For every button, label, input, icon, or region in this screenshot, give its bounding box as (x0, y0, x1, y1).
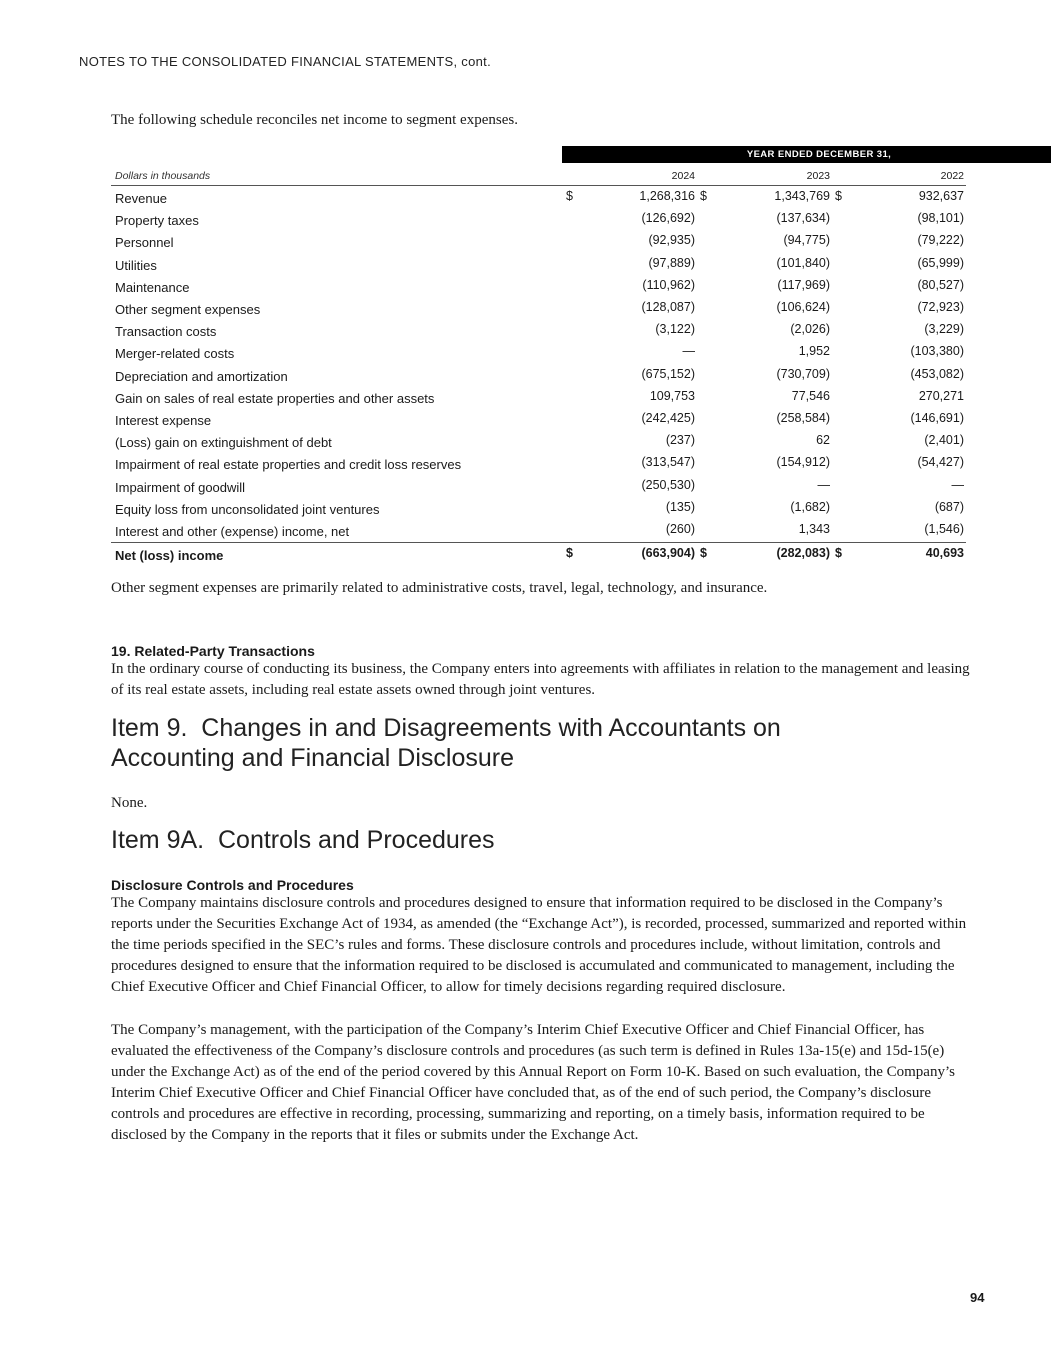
table-row (111, 386, 966, 408)
page-number: 94 (970, 1290, 985, 1305)
value-cell-2023: (1,682) (790, 499, 830, 514)
year-ended-banner: YEAR ENDED DECEMBER 31, (562, 146, 1051, 163)
value-cell-2024: (3,122) (655, 322, 695, 337)
value-cell-2023: (258,584) (776, 411, 830, 425)
table-row (111, 275, 966, 297)
table-row (111, 208, 966, 230)
value-cell-2022: (79,222) (917, 233, 964, 248)
value-cell-2023: (730,709) (776, 366, 830, 381)
value-cell-2022: (65,999) (917, 255, 964, 270)
value-cell-2022: (54,427) (917, 455, 964, 470)
row-label: Personnel (115, 235, 174, 251)
value-cell-2023: 1,343,769 (774, 189, 830, 203)
table-total-row (111, 542, 966, 565)
table-row (111, 519, 966, 541)
value-cell-2022: 932,637 (918, 189, 964, 203)
value-cell-2023: (106,624) (776, 300, 830, 314)
value-cell-2023: 62 (816, 433, 830, 448)
table-row (111, 253, 966, 275)
disclosure-controls-para1: The Company maintains disclosure controls and procedures designed to ensure that information required to be disclosed in the Company’s reports under the Securities Exchange Act of 1934, as amended (the “Exchange Act”), is recorded, processed, summarized and reported within the time periods specified in the SEC’s rules and forms. These disclosure controls and procedures include, without limitation, controls and procedures designed to ensure that the information required to be disclosed is accumulated and communicated to management, including the Chief Executive Officer and Chief Financial Officer, to allow for timely decisions regarding required disclosure. (111, 895, 967, 995)
value-cell-2022: (453,082) (910, 366, 964, 381)
disclosure-controls-para2: The Company’s management, with the participation of the Company’s Interim Chief Executive Officer and Chief Financial Officer, has evaluated the effectiveness of the Company’s disclosure controls and procedures (as such term is defined in Rules 13a-15(e) and 15d-15(e) under the Exchange Act) as of the end of the period covered by this Annual Report on Form 10-K. Based on such evaluation, the Company’s Interim Chief Executive Officer and Chief Financial Officer have concluded that, as of the end of such period, the Company’s disclosure controls and procedures are effective in recording, processing, summarizing and reporting, on a timely basis, information required to be disclosed by the Company in the reports that it files or submits under the Exchange Act. (111, 1022, 955, 1143)
year-header-2024: 2024 (671, 170, 695, 182)
value-cell-2022: (80,527) (917, 277, 964, 292)
value-cell-2024: (110,962) (642, 277, 695, 292)
table-row (111, 319, 966, 341)
value-cell-2024: 109,753 (649, 388, 695, 403)
table-row (111, 297, 966, 319)
value-cell-2023: (117,969) (777, 277, 830, 292)
value-cell-2023: (154,912) (776, 455, 830, 470)
row-label: Gain on sales of real estate properties and other assets (115, 390, 435, 406)
value-cell-2022: (146,691) (910, 411, 964, 425)
table-row (111, 497, 966, 519)
value-cell-2022: (687) (934, 499, 964, 514)
related-party-text: In the ordinary course of conducting its business, the Company enters into agreements with affiliates in relation to the management and leasing of its real estate assets, including real estate assets owned through joint ventures. (111, 661, 970, 698)
table-row (111, 408, 966, 430)
table-row (111, 452, 966, 474)
value-cell-2023: 1,343 (798, 522, 830, 536)
dollar-sign: $ (835, 546, 842, 561)
value-cell-2024: (250,530) (641, 477, 695, 492)
row-label: Transaction costs (115, 324, 217, 340)
dollar-sign: $ (566, 189, 573, 203)
value-cell-2024: (126,692) (641, 211, 695, 226)
row-label: Net (loss) income (115, 548, 224, 564)
value-cell-2022: (2,401) (924, 433, 964, 448)
table-row (111, 430, 966, 452)
row-label: Merger-related costs (115, 346, 235, 362)
value-cell-2022: (72,923) (917, 300, 964, 314)
value-cell-2023: (101,840) (776, 255, 830, 270)
value-cell-2024: (97,889) (648, 255, 695, 270)
value-cell-2023: (2,026) (790, 322, 830, 337)
value-cell-2023: — (817, 477, 830, 492)
row-label: Impairment of real estate properties and credit loss reserves (115, 457, 462, 473)
value-cell-2023: (282,083) (776, 546, 830, 561)
row-label: Property taxes (115, 213, 199, 229)
row-label: Other segment expenses (115, 302, 261, 317)
item9-heading (111, 713, 781, 773)
item9-heading-line1: Item 9. Changes in and Disagreements with Accountants on (111, 714, 781, 742)
value-cell-2023: 1,952 (798, 344, 830, 359)
dollar-sign: $ (700, 546, 707, 561)
item9-heading-line2: Accounting and Financial Disclosure (111, 744, 514, 772)
item9-text: None. (111, 795, 148, 811)
row-label: (Loss) gain on extinguishment of debt (115, 435, 332, 451)
dollar-sign: $ (566, 546, 573, 561)
table-row (111, 230, 966, 252)
related-party-heading: 19. Related-Party Transactions (111, 643, 315, 659)
table-intro: The following schedule reconciles net income to segment expenses. (111, 112, 518, 128)
row-label: Utilities (115, 257, 157, 273)
value-cell-2023: (94,775) (783, 233, 830, 248)
value-cell-2022: (98,101) (917, 211, 964, 226)
value-cell-2022: — (951, 477, 964, 492)
row-label: Depreciation and amortization (115, 368, 288, 384)
row-label: Interest and other (expense) income, net (115, 524, 350, 539)
table-row (111, 186, 966, 208)
table-row (111, 364, 966, 386)
value-cell-2022: 270,271 (918, 388, 964, 403)
dollar-sign: $ (835, 189, 842, 203)
dollar-sign: $ (700, 189, 707, 203)
value-cell-2024: (128,087) (641, 300, 695, 314)
value-cell-2024: 1,268,316 (639, 189, 695, 203)
value-cell-2024: (237) (665, 433, 695, 448)
year-header-2022: 2022 (940, 170, 964, 182)
value-cell-2022: 40,693 (925, 546, 964, 561)
value-cell-2024: (92,935) (648, 233, 695, 248)
table-header-row (111, 168, 966, 186)
value-cell-2024: (663,904) (641, 546, 695, 561)
item9a-heading: Item 9A. Controls and Procedures (111, 826, 495, 854)
value-cell-2024: (135) (665, 499, 695, 514)
units-label: Dollars in thousands (115, 170, 211, 182)
row-label: Maintenance (115, 279, 190, 295)
running-header: NOTES TO THE CONSOLIDATED FINANCIAL STATEMENTS, cont. (79, 54, 491, 69)
value-cell-2024: (675,152) (641, 366, 695, 381)
row-label: Revenue (115, 191, 168, 206)
value-cell-2024: (260) (665, 522, 695, 536)
disclosure-controls-subheading: Disclosure Controls and Procedures (111, 877, 354, 893)
value-cell-2023: (137,634) (776, 211, 830, 226)
value-cell-2024: (313,547) (641, 455, 695, 470)
row-label: Equity loss from unconsolidated joint ventures (115, 501, 380, 517)
value-cell-2022: (3,229) (924, 322, 964, 337)
value-cell-2022: (103,380) (910, 344, 964, 359)
row-label: Impairment of goodwill (115, 479, 246, 495)
other-segment-note: Other segment expenses are primarily related to administrative costs, travel, legal, technology, and insurance. (111, 580, 768, 596)
table-row (111, 475, 966, 497)
table-row (111, 341, 966, 363)
row-label: Interest expense (115, 413, 212, 428)
value-cell-2024: (242,425) (641, 411, 695, 425)
value-cell-2022: (1,546) (924, 522, 964, 536)
value-cell-2024: — (682, 344, 695, 359)
year-header-2023: 2023 (806, 170, 830, 182)
value-cell-2023: 77,546 (791, 388, 830, 403)
